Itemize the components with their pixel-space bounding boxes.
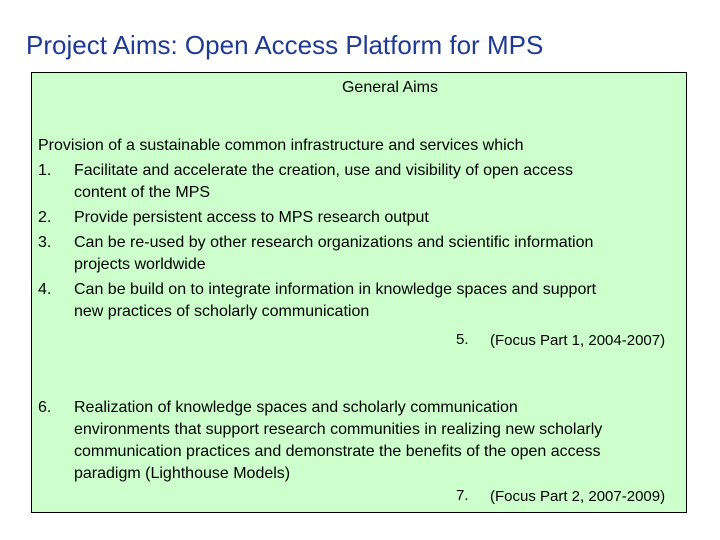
focus-2-text: (Focus Part 2, 2007-2009) — [490, 488, 666, 505]
intro-text: Provision of a sustainable common infrastructure and services which — [38, 137, 524, 154]
panel-heading: General Aims — [341, 79, 439, 96]
item-2-number: 2. — [38, 209, 52, 226]
item-1-line-1: Facilitate and accelerate the creation, use and visibility of open access — [74, 162, 573, 179]
item-3-line-2: projects worldwide — [74, 256, 206, 273]
item-6-line-3: communication practices and demonstrate the benefits of the open access — [74, 443, 601, 460]
item-4-line-2: new practices of scholarly communication — [74, 303, 370, 320]
item-6-number: 6. — [38, 399, 52, 416]
general-aims-panel — [31, 72, 687, 513]
item-1-number: 1. — [38, 162, 52, 179]
item-2-line-1: Provide persistent access to MPS research output — [74, 209, 429, 226]
item-4-number: 4. — [38, 281, 52, 298]
slide-title: Project Aims: Open Access Platform for MPS — [26, 30, 544, 60]
item-1-line-2: content of the MPS — [74, 184, 211, 201]
item-6-line-4: paradigm (Lighthouse Models) — [74, 465, 291, 482]
focus-1-number: 5. — [456, 331, 469, 348]
focus-2-number: 7. — [456, 487, 469, 504]
item-3-number: 3. — [38, 234, 52, 251]
item-4-line-1: Can be build on to integrate information in knowledge spaces and support — [74, 281, 597, 298]
item-6-line-1: Realization of knowledge spaces and scholarly communication — [74, 399, 518, 416]
focus-1-text: (Focus Part 1, 2004-2007) — [490, 332, 666, 349]
item-3-line-1: Can be re-used by other research organizations and scientific information — [74, 234, 594, 251]
item-6-line-2: environments that support research communities in realizing new scholarly — [74, 421, 603, 438]
